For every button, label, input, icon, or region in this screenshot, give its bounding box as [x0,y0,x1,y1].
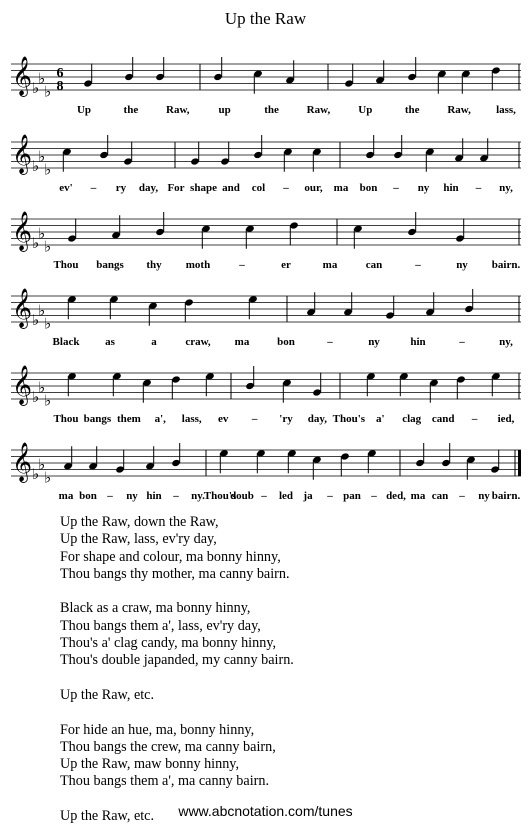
note [340,452,350,476]
note [245,366,255,390]
verse-line: Up the Raw, etc. [60,808,155,825]
lyric-syllable: cand [431,413,455,425]
lyric-syllable: lass, [181,413,202,425]
flat-icon: ♭ [38,69,46,88]
lyric-syllable: ny [417,182,430,194]
lyric-syllable: Raw, [166,104,190,116]
flat-icon: ♭ [38,455,46,474]
lyric-syllable: – [327,336,333,348]
flat-icon: ♭ [44,391,52,410]
lyric-syllable: and [222,182,240,194]
lyric-syllable: as [105,336,115,348]
lyric-syllable: – [475,182,482,194]
lyric-syllable: – [173,490,179,502]
verse-line: For shape and colour, ma bonny hinny, [60,548,281,565]
note [99,135,109,159]
flat-icon: ♭ [32,79,40,97]
verse-line: For hide an hue, ma, bonny hinny, [60,721,255,738]
lyric-syllable: a [151,336,157,348]
note [365,135,375,159]
verse-line: Thou bangs them a', lass, ev'ry day, [60,617,261,634]
treble-clef-icon: 𝄞 [12,442,33,482]
verse-line: Thou's double japanded, my canny bairn. [60,652,294,669]
staff-5 [11,365,521,425]
lyric-syllable: hin [410,336,426,348]
note [213,57,223,81]
lyric-syllable: – [459,490,465,502]
note [83,64,93,88]
note [312,373,322,397]
flat-icon: ♭ [44,468,52,487]
note [385,296,395,320]
lyric-syllable: bangs [96,259,124,271]
lyric-syllable: can [365,259,383,271]
flat-icon: ♭ [38,378,46,397]
lyric-syllable: ny. [191,490,205,502]
lyric-syllable: craw, [185,336,211,348]
tune-title: Up the Raw [224,9,307,28]
note [415,443,425,467]
flat-icon: ♭ [32,234,40,252]
lyric-syllable: Thou's [203,490,237,502]
lyric-syllable: the [123,104,139,116]
lyric-syllable: – [239,259,245,271]
lyric-syllable: the [404,104,420,116]
treble-clef-icon: 𝄞 [12,134,33,174]
flat-icon: ♭ [44,314,52,333]
lyric-syllable: ma [234,336,250,348]
lyric-syllable: day, [138,182,159,194]
note [155,212,165,236]
treble-clef-icon: 𝄞 [12,56,33,96]
note [190,142,200,166]
note [253,135,263,159]
staff-1 [11,56,521,116]
lyric-syllable: up [218,104,231,116]
footer-url[interactable]: www.abcnotation.com/tunes [178,803,353,819]
treble-clef-icon: 𝄞 [12,288,33,328]
flat-icon: ♭ [32,157,40,175]
verse-line: Up the Raw, down the Raw, [60,514,219,530]
lyric-syllable: bairn. [491,490,521,502]
lyric-syllable: ry [115,182,127,194]
lyric-syllable: bon [277,336,295,348]
verse-line: Thou bangs the crew, ma canny bairn, [60,738,276,755]
flat-icon: ♭ [44,82,52,101]
flat-icon: ♭ [38,301,46,320]
verse-text [60,514,294,825]
flat-icon: ♭ [32,311,40,329]
note [171,443,181,467]
lyric-syllable: – [471,413,478,425]
treble-clef-icon: 𝄞 [12,211,33,251]
lyric-syllable: lass, [496,104,516,116]
lyric-syllable: ny [456,259,468,271]
lyric-syllable: can [431,490,449,502]
lyric-syllable: ny, [499,182,513,194]
lyric-syllable: our, [304,182,323,194]
lyric-syllable: ev [217,413,229,425]
lyric-syllable: day, [307,413,328,425]
staff-6 [11,442,521,502]
lyric-syllable: ny [126,490,138,502]
lyric-syllable: ma [322,259,338,271]
lyric-syllable: ded, [386,490,406,502]
staff-3 [11,211,521,271]
lyric-syllable: – [283,182,289,194]
lyric-syllable: a' [376,413,385,425]
lyric-syllable: ja [303,490,313,502]
lyric-syllable: ny [478,490,490,502]
note [123,142,133,166]
lyric-syllable: 'ry [279,413,293,425]
flat-icon: ♭ [44,160,52,179]
lyric-syllable: ma [333,182,349,194]
lyric-syllable: bon [79,490,97,502]
lyric-syllable: – [459,336,465,348]
lyric-syllable: ny [368,336,380,348]
staff-2 [11,134,521,194]
verse-line: Thou's a' clag candy, ma bonny hinny, [60,635,277,652]
lyric-syllable: a', [154,413,166,425]
lyric-syllable: Up [358,104,373,116]
flat-icon: ♭ [32,465,40,483]
lyric-syllable: ny, [499,336,513,348]
verse-line: Up the Raw, etc. [60,686,155,703]
note [289,221,299,245]
lyric-syllable: – [251,413,258,425]
lyric-syllable: ied, [497,413,515,425]
flat-icon: ♭ [44,237,52,256]
lyric-syllable: bairn. [491,259,521,271]
lyric-syllable: Black [52,336,80,348]
lyric-syllable: led [278,490,294,502]
verse-line: Black as a craw, ma bonny hinny, [60,600,251,617]
verse-line: Thou bangs thy mother, ma canny bairn. [60,565,290,582]
lyric-syllable: Thou's [332,413,366,425]
verse-line: Up the Raw, lass, ev'ry day, [60,531,217,548]
lyric-syllable: – [327,490,333,502]
lyric-syllable: Up [76,104,92,116]
note [220,142,230,166]
treble-clef-icon: 𝄞 [12,365,33,405]
note [407,212,417,236]
lyric-syllable: shape [190,182,217,194]
lyric-syllable: moth [185,259,211,271]
lyric-syllable: the [264,104,279,116]
lyric-syllable: thy [146,259,162,271]
lyric-syllable: Raw, [447,104,471,116]
note [393,135,403,159]
time-signature-bottom: 8 [56,79,64,94]
note [491,66,501,90]
note [344,64,354,88]
flat-icon: ♭ [38,147,46,166]
lyric-syllable: Thou [53,413,79,425]
flat-icon: ♭ [32,388,40,406]
lyric-syllable: hin [146,490,162,502]
lyric-syllable: hin [443,182,459,194]
lyric-syllable: bangs [83,413,112,425]
lyric-syllable: Thou [53,259,79,271]
lyric-syllable: Raw, [306,104,331,116]
note [456,375,466,399]
lyric-syllable: ev' [59,182,73,194]
lyric-syllable: For [167,182,185,194]
lyric-syllable: ma [410,490,426,502]
lyric-syllable: doub [230,490,254,502]
time-signature-top: 6 [56,66,64,81]
note [115,450,125,474]
lyric-syllable: pan [343,490,361,502]
note [155,57,165,81]
lyric-syllable: – [90,182,97,194]
lyric-syllable: – [393,182,399,194]
note [490,450,500,474]
staff-4 [11,288,521,348]
lyric-syllable: bon [359,182,378,194]
note [171,375,181,399]
lyric-syllable: ma [58,490,74,502]
lyric-syllable: – [107,490,113,502]
lyric-syllable: them [116,413,141,425]
lyric-syllable: clag [402,413,422,425]
lyric-syllable: er [281,259,291,271]
note [67,219,77,243]
lyric-syllable: – [415,259,421,271]
note [441,443,451,467]
note [184,298,194,322]
note [407,57,417,81]
lyric-syllable: col [251,182,266,194]
verse-line: Thou bangs them a', ma canny bairn. [60,773,270,790]
verse-line: Up the Raw, maw bonny hinny, [60,756,240,773]
lyric-syllable: – [371,490,377,502]
lyric-syllable: – [261,490,267,502]
flat-icon: ♭ [38,224,46,243]
note [124,57,134,81]
note [455,219,465,243]
note [464,289,474,313]
